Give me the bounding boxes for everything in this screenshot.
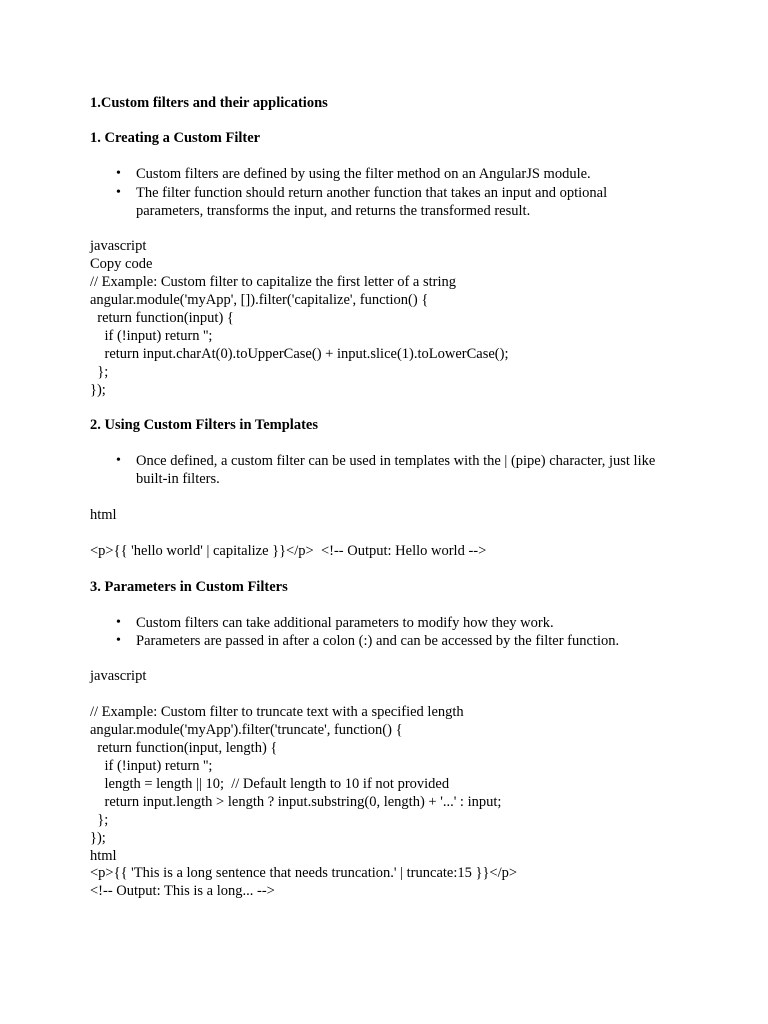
- code-line: // Example: Custom filter to capitalize the first letter of a string: [90, 274, 457, 290]
- section-2-bullet-1-line-2: built-in filters.: [136, 471, 220, 487]
- code-line: });: [90, 382, 106, 398]
- code-line: return input.charAt(0).toUpperCase() + input.slice(1).toLowerCase();: [90, 346, 509, 362]
- section-2-heading: 2. Using Custom Filters in Templates: [90, 417, 318, 433]
- copy-code-label: Copy code: [90, 256, 153, 272]
- code-line: });: [90, 830, 106, 846]
- section-1-bullet-2-line-2: parameters, transforms the input, and returns the transformed result.: [136, 203, 531, 219]
- section-2-bullet-1-line-1: Once defined, a custom filter can be used in templates with the | (pipe) character, just like: [136, 453, 656, 469]
- code-line: <!-- Output: This is a long... -->: [90, 883, 275, 899]
- code-line: return input.length > length ? input.substring(0, length) + '...' : input;: [90, 794, 502, 810]
- section-3-bullet-1: Custom filters can take additional parameters to modify how they work.: [136, 615, 554, 631]
- code-line: // Example: Custom filter to truncate text with a specified length: [90, 704, 464, 720]
- section-1-bullet-1: Custom filters are defined by using the filter method on an AngularJS module.: [136, 166, 591, 182]
- code-line: };: [90, 364, 109, 380]
- section-2-code-language: html: [90, 507, 117, 523]
- main-title: 1.Custom filters and their applications: [90, 95, 328, 111]
- code-line: return function(input, length) {: [90, 740, 278, 756]
- section-1-heading: 1. Creating a Custom Filter: [90, 130, 261, 146]
- code-line: angular.module('myApp').filter('truncate', function() {: [90, 722, 403, 738]
- section-3-heading: 3. Parameters in Custom Filters: [90, 579, 288, 595]
- bullet-dot: •: [116, 615, 121, 630]
- code-line: if (!input) return '';: [90, 758, 213, 774]
- code-line: length = length || 10; // Default length to 10 if not provided: [90, 776, 450, 792]
- bullet-dot: •: [116, 453, 121, 468]
- code-line: return function(input) {: [90, 310, 234, 326]
- code-line: angular.module('myApp', []).filter('capitalize', function() {: [90, 292, 429, 308]
- section-1-code-language: javascript: [90, 238, 147, 254]
- code-line: <p>{{ 'This is a long sentence that needs truncation.' | truncate:15 }}</p>: [90, 865, 518, 881]
- section-3-code-language-2: html: [90, 848, 117, 864]
- bullet-dot: •: [116, 633, 121, 648]
- code-line: <p>{{ 'hello world' | capitalize }}</p> <!-- Output: Hello world -->: [90, 543, 487, 559]
- code-line: if (!input) return '';: [90, 328, 213, 344]
- section-3-bullet-2: Parameters are passed in after a colon (:) and can be accessed by the filter function.: [136, 633, 620, 649]
- section-1-bullet-2-line-1: The filter function should return another function that takes an input and optional: [136, 185, 608, 201]
- code-line: };: [90, 812, 109, 828]
- section-3-code-language: javascript: [90, 668, 147, 684]
- bullet-dot: •: [116, 185, 121, 200]
- bullet-dot: •: [116, 166, 121, 181]
